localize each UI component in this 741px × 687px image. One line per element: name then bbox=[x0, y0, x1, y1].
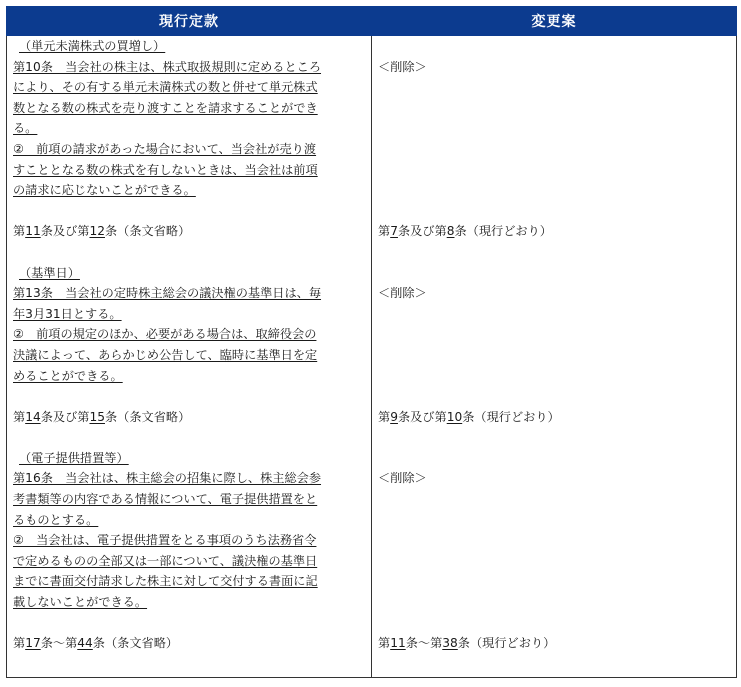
renumbered-articles-line bbox=[378, 221, 730, 242]
article-line: 第10条 当会社の株主は、株式取扱規則に定めるところ bbox=[13, 59, 322, 74]
article-number: 9 bbox=[390, 409, 398, 424]
renumbered-articles-line bbox=[378, 407, 730, 428]
deleted-marker: ＜削除＞ bbox=[378, 471, 427, 486]
text-fragment: 条～第 bbox=[40, 636, 78, 651]
text-fragment: 条及び第 bbox=[40, 224, 90, 239]
article-line: ② 前項の規定のほか、必要がある場合は、取締役会の bbox=[13, 327, 317, 342]
table-header-row bbox=[7, 7, 737, 36]
article-number: 12 bbox=[89, 224, 105, 239]
text-fragment: 第 bbox=[13, 224, 26, 239]
section-heading: （単元未満株式の買増し） bbox=[19, 39, 166, 53]
section-heading: （電子提供措置等） bbox=[19, 450, 129, 465]
text-fragment: 条（条文省略） bbox=[104, 409, 191, 424]
text-fragment: 条（現行どおり） bbox=[454, 224, 552, 239]
article-number: 44 bbox=[77, 636, 93, 651]
header-proposed-amendments: 変更案 bbox=[372, 7, 737, 36]
section-heading: （基準日） bbox=[19, 265, 80, 280]
article-line: で定めるものの全部又は一部について、議決権の基準日 bbox=[13, 553, 318, 568]
article-number: 7 bbox=[390, 224, 398, 239]
article-number: 38 bbox=[442, 636, 458, 651]
article-line: 数となる数の株式を売り渡すことを請求することができ bbox=[13, 100, 318, 115]
article-line: 第13条 当会社の定時株主総会の議決権の基準日は、毎 bbox=[13, 286, 322, 301]
text-fragment: 条（条文省略） bbox=[104, 224, 191, 239]
article-number: 11 bbox=[25, 224, 41, 239]
article-line: 決議によって、あらかじめ公告して、臨時に基準日を定 bbox=[13, 347, 318, 362]
article-line: の請求に応じないことができる。 bbox=[13, 183, 196, 198]
deleted-marker: ＜削除＞ bbox=[378, 59, 427, 74]
article-number: 15 bbox=[89, 409, 105, 424]
article-line: 載しないことができる。 bbox=[13, 595, 148, 610]
article-number: 8 bbox=[446, 224, 455, 239]
article-line: により、その有する単元未満株式の数と併せて単元株式 bbox=[13, 80, 318, 95]
text-fragment: 条及び第 bbox=[397, 224, 447, 239]
text-fragment: 条及び第 bbox=[397, 409, 447, 424]
text-fragment: 条及び第 bbox=[40, 409, 90, 424]
text-fragment: 第 bbox=[13, 409, 26, 424]
text-fragment: 条（現行どおり） bbox=[457, 636, 556, 651]
article-line: るものとする。 bbox=[13, 512, 99, 527]
omitted-articles-line bbox=[13, 407, 365, 428]
article-line: る。 bbox=[13, 121, 38, 136]
header-current-articles: 現行定款 bbox=[7, 7, 372, 36]
text-fragment: 条（条文省略） bbox=[92, 636, 179, 651]
article-number: 10 bbox=[446, 409, 463, 424]
text-fragment: 第 bbox=[378, 224, 391, 239]
article-line: ② 当会社は、電子提供措置をとる事項のうち法務省令 bbox=[13, 533, 317, 548]
article-line: すこととなる数の株式を有しないときは、当会社は前項 bbox=[13, 162, 318, 177]
text-fragment: 第 bbox=[378, 409, 391, 424]
omitted-articles-line bbox=[13, 633, 365, 654]
proposed-text-cell bbox=[372, 36, 737, 678]
article-line: 年3月31日とする。 bbox=[13, 306, 122, 321]
article-number: 14 bbox=[25, 409, 41, 424]
text-fragment: 条（現行どおり） bbox=[462, 409, 560, 424]
article-line: 考書類等の内容である情報について、電子提供措置をと bbox=[13, 492, 318, 507]
article-line: までに書面交付請求した株主に対して交付する書面に記 bbox=[13, 574, 318, 589]
text-fragment: 条～第 bbox=[405, 636, 443, 651]
table-row bbox=[7, 36, 737, 678]
amendment-comparison-table bbox=[6, 6, 737, 678]
omitted-articles-line bbox=[13, 221, 365, 242]
article-line: 第16条 当会社は、株主総会の招集に際し、株主総会参 bbox=[13, 471, 322, 486]
article-number: 17 bbox=[25, 636, 41, 651]
article-line: ② 前項の請求があった場合において、当会社が売り渡 bbox=[13, 141, 317, 156]
renumbered-articles-line bbox=[378, 633, 730, 654]
article-number: 11 bbox=[390, 636, 406, 651]
text-fragment: 第 bbox=[13, 636, 26, 651]
current-text-cell bbox=[7, 36, 372, 678]
text-fragment: 第 bbox=[378, 636, 391, 651]
deleted-marker: ＜削除＞ bbox=[378, 286, 427, 301]
article-line: めることができる。 bbox=[13, 368, 123, 383]
